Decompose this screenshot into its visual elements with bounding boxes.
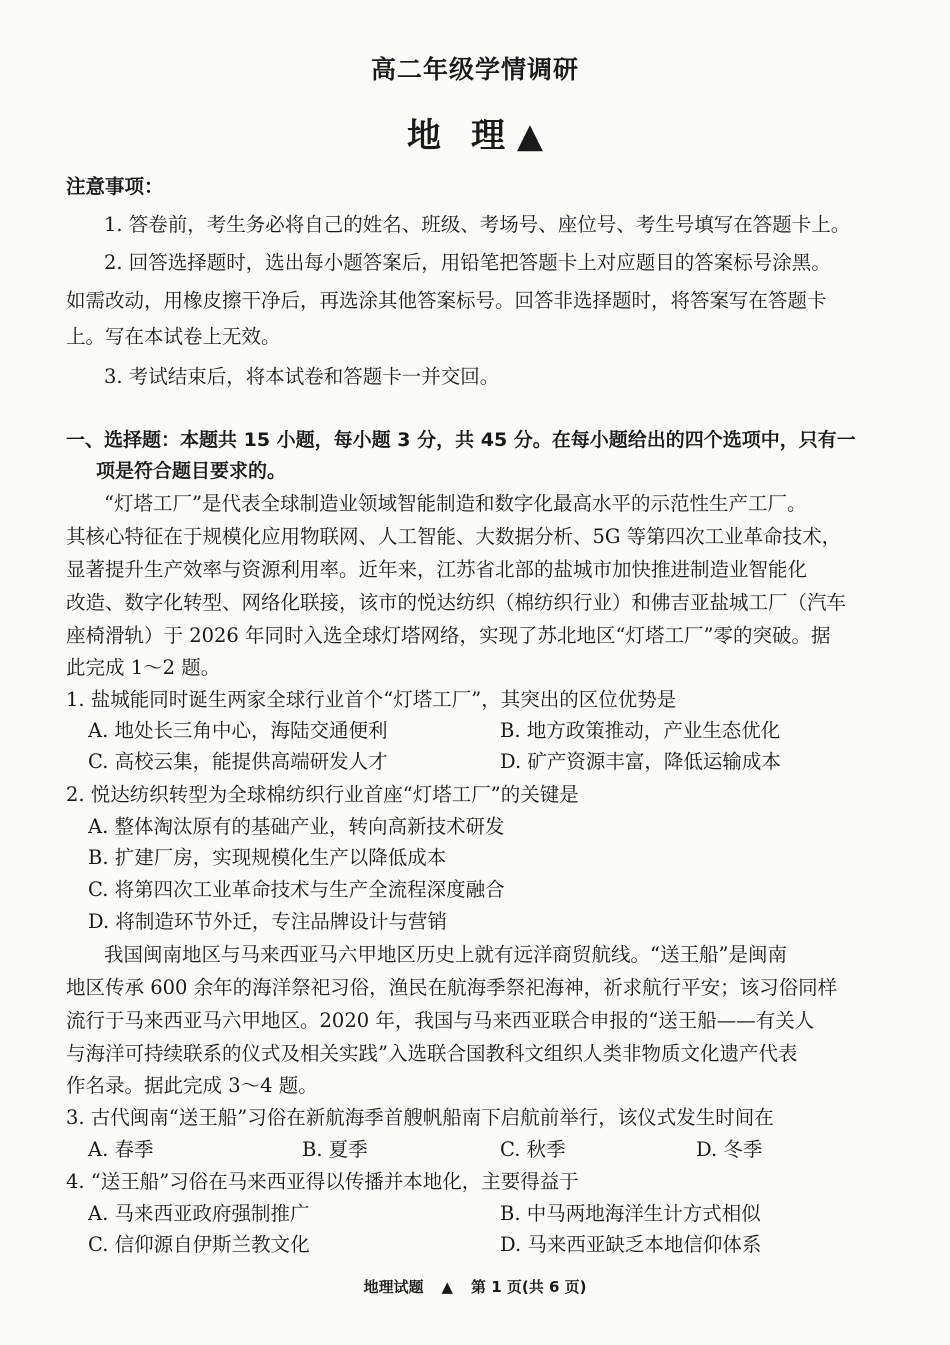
passage-1-line-1: “灯塔工厂”是代表全球制造业领域智能制造和数字化最高水平的示范性生产工厂。 [104, 492, 807, 515]
question-2-option-b: B. 扩建厂房，实现规模化生产以降低成本 [88, 846, 447, 869]
passage-1-line-5: 座椅滑轨）于 2026 年同时入选全球灯塔网络，实现了苏北地区“灯塔工厂”零的突破。据 [66, 624, 831, 647]
passage-1-line-3: 显著提升生产效率与资源利用率。近年来，江苏省北部的盐城市加快推进制造业智能化 [66, 558, 808, 581]
notice-item-2-line-1: 2. 回答选择题时，选出每小题答案后，用铅笔把答题卡上对应题目的答案标号涂黑。 [104, 251, 831, 274]
passage-1-line-2: 其核心特征在于规模化应用物联网、人工智能、大数据分析、5G 等第四次工业革命技术， [66, 525, 842, 548]
passage-2-line-2: 地区传承 600 余年的海洋祭祀习俗，渔民在航海季祭祀海神，祈求航行平安；该习俗同样 [66, 976, 838, 999]
notice-heading: 注意事项： [66, 175, 164, 198]
question-3-option-b: B. 夏季 [302, 1138, 368, 1161]
question-4-stem: 4. “送王船”习俗在马来西亚得以传播并本地化，主要得益于 [66, 1170, 579, 1193]
notice-item-3: 3. 考试结束后，将本试卷和答题卡一并交回。 [104, 365, 500, 388]
question-3-option-a: A. 春季 [88, 1138, 154, 1161]
section-1-heading-line-2: 项是符合题目要求的。 [96, 460, 287, 482]
question-3-option-c: C. 秋季 [500, 1138, 566, 1161]
question-3-stem: 3. 古代闽南“送王船”习俗在新航海季首艘帆船南下启航前举行，该仪式发生时间在 [66, 1106, 774, 1129]
question-1-option-c: C. 高校云集，能提供高端研发人才 [88, 750, 388, 773]
footer-triangle-icon: ▲ [441, 1278, 454, 1296]
question-1-options-row-1 [88, 716, 886, 746]
question-2-option-a: A. 整体淘汰原有的基础产业，转向高新技术研发 [88, 815, 505, 838]
question-3-option-d: D. 冬季 [696, 1138, 763, 1161]
question-1-options-row-2 [88, 747, 886, 777]
question-2-option-d: D. 将制造环节外迁，专注品牌设计与营销 [88, 910, 447, 933]
passage-2-line-4: 与海洋可持续联系的仪式及相关实践”入选联合国教科文组织人类非物质文化遗产代表 [66, 1042, 798, 1065]
question-4-option-b: B. 中马两地海洋生计方式相似 [500, 1202, 761, 1225]
footer-subject: 地理试题 [363, 1278, 424, 1296]
question-4-option-d: D. 马来西亚缺乏本地信仰体系 [500, 1233, 762, 1256]
notice-item-1: 1. 答卷前，考生务必将自己的姓名、班级、考场号、座位号、考生号填写在答题卡上。 [104, 213, 851, 236]
question-3-options [88, 1135, 888, 1165]
exam-title: 高二年级学情调研 [370, 55, 579, 84]
question-2-stem: 2. 悦达纺织转型为全球棉纺织行业首座“灯塔工厂”的关键是 [66, 783, 579, 806]
passage-2-line-3: 流行于马来西亚马六甲地区。2020 年，我国与马来西亚联合申报的“送王船——有关人 [66, 1009, 815, 1032]
question-4-options-row-1 [88, 1199, 886, 1229]
question-1-option-b: B. 地方政策推动，产业生态优化 [500, 719, 781, 742]
subject-title [0, 108, 950, 157]
passage-2-line-1: 我国闽南地区与马来西亚马六甲地区历史上就有远洋商贸航线。“送王船”是闽南 [104, 943, 787, 966]
question-1-option-a: A. 地处长三角中心，海陆交通便利 [88, 719, 388, 742]
passage-1-line-6: 此完成 1～2 题。 [66, 656, 221, 679]
question-2-option-c: C. 将第四次工业革命技术与生产全流程深度融合 [88, 878, 505, 901]
section-1-heading-line-1: 一、选择题：本题共 15 小题，每小题 3 分，共 45 分。在每小题给出的四个选项中，只有一 [66, 429, 856, 451]
notice-item-2-line-2: 如需改动，用橡皮擦干净后，再选涂其他答案标号。回答非选择题时，将答案写在答题卡 [66, 289, 827, 312]
triangle-marker-icon: ▲ [516, 116, 543, 156]
passage-2-line-5: 作名录。据此完成 3～4 题。 [66, 1074, 318, 1097]
question-1-option-d: D. 矿产资源丰富，降低运输成本 [500, 750, 781, 773]
notice-item-2-line-3: 上。写在本试卷上无效。 [66, 325, 281, 348]
passage-1-line-4: 改造、数字化转型、网络化联接，该市的悦达纺织（棉纺织行业）和佛吉亚盐城工厂（汽车 [66, 591, 847, 614]
question-4-option-c: C. 信仰源自伊斯兰教文化 [88, 1233, 310, 1256]
question-1-stem: 1. 盐城能同时诞生两家全球行业首个“灯塔工厂”，其突出的区位优势是 [66, 688, 677, 711]
footer-page-number: 第 1 页(共 6 页) [471, 1278, 587, 1296]
page-footer [0, 1276, 950, 1297]
subject-char-1: 地 [407, 116, 441, 156]
question-4-options-row-2 [88, 1230, 886, 1260]
subject-char-2: 理 [471, 116, 505, 156]
question-4-option-a: A. 马来西亚政府强制推广 [88, 1202, 310, 1225]
